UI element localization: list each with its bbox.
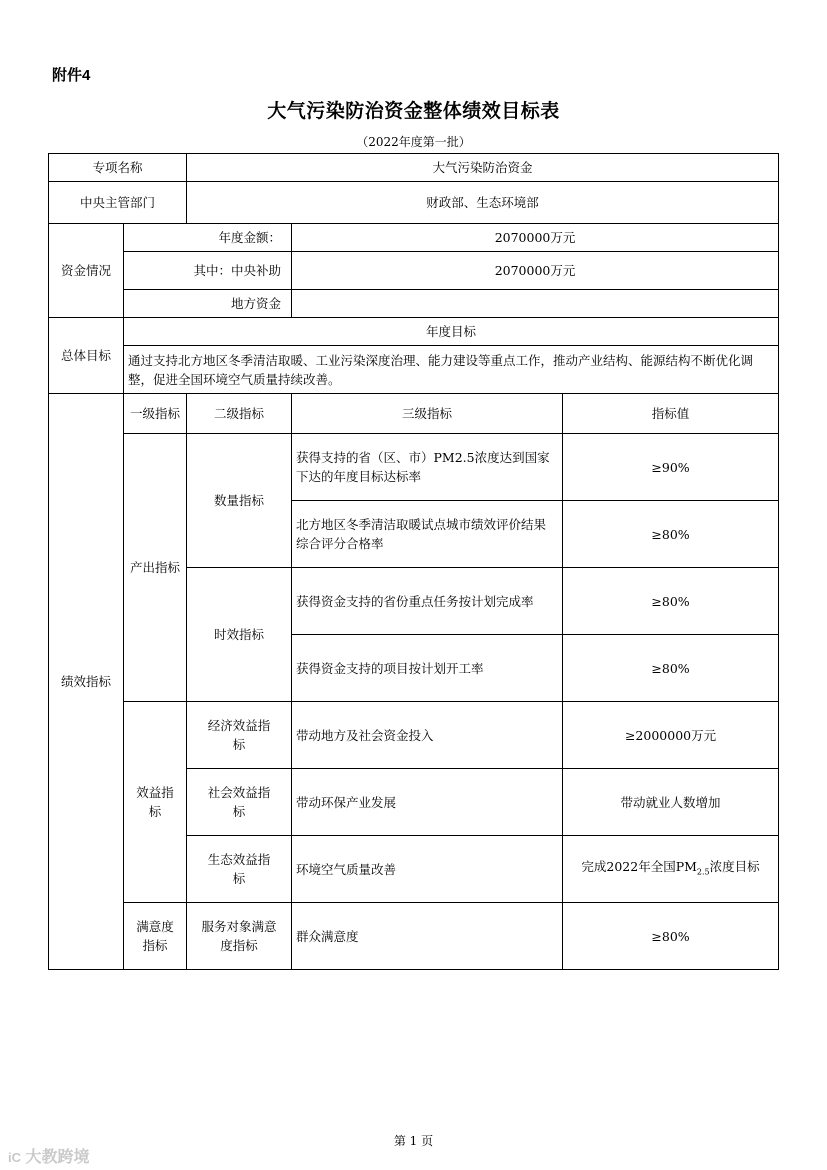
indicator-name: 带动环保产业发展 (292, 769, 563, 836)
project-name-label: 专项名称 (49, 154, 187, 182)
indicator-value: ≥80% (563, 568, 779, 635)
indicator-name: 北方地区冬季清洁取暖试点城市绩效评价结果综合评分合格率 (292, 501, 563, 568)
central-subsidy-label: 其中：中央补助 (124, 252, 292, 290)
funding-label: 资金情况 (49, 224, 124, 318)
local-funds-label: 地方资金 (124, 290, 292, 318)
indicator-name: 获得资金支持的省份重点任务按计划完成率 (292, 568, 563, 635)
quantity-indicator-label: 数量指标 (187, 434, 292, 568)
department-value: 财政部、生态环境部 (187, 182, 779, 224)
indicator-value: ≥2000000万元 (563, 702, 779, 769)
value-header: 指标值 (563, 394, 779, 434)
satisfaction-indicator-label: 满意度指标 (124, 903, 187, 970)
central-subsidy-value: 2070000万元 (292, 252, 779, 290)
annual-target-header: 年度目标 (124, 318, 779, 346)
indicator-value: ≥80% (563, 501, 779, 568)
service-satisfaction-label: 服务对象满意度指标 (187, 903, 292, 970)
indicator-name: 获得支持的省（区、市）PM2.5浓度达到国家下达的年度目标达标率 (292, 434, 563, 501)
output-indicator-label: 产出指标 (124, 434, 187, 702)
annual-amount-label: 年度金额： (124, 224, 292, 252)
pm25-target-suffix: 浓度目标 (709, 858, 760, 874)
level1-header: 一级指标 (124, 394, 187, 434)
pm25-target-prefix: 完成2022年全国PM (581, 858, 697, 874)
page-title: 大气污染防治资金整体绩效目标表 (267, 101, 560, 122)
project-name-value: 大气污染防治资金 (187, 154, 779, 182)
indicator-name: 获得资金支持的项目按计划开工率 (292, 635, 563, 702)
economic-benefit-label: 经济效益指标 (187, 702, 292, 769)
indicator-value: ≥80% (563, 635, 779, 702)
watermark-text: 大教跨境 (25, 1149, 90, 1166)
indicator-name: 带动地方及社会资金投入 (292, 702, 563, 769)
performance-target-table (48, 153, 779, 970)
overall-target-label: 总体目标 (49, 318, 124, 394)
level2-header: 二级指标 (187, 394, 292, 434)
indicator-name: 群众满意度 (292, 903, 563, 970)
ecological-benefit-label: 生态效益指标 (187, 836, 292, 903)
indicator-value (563, 836, 779, 903)
timeliness-indicator-label: 时效指标 (187, 568, 292, 702)
indicator-value: ≥80% (563, 903, 779, 970)
department-label: 中央主管部门 (49, 182, 187, 224)
pm25-target-subscript: 2.5 (696, 867, 710, 877)
watermark (8, 1144, 89, 1167)
annual-amount-value: 2070000万元 (292, 224, 779, 252)
page-subtitle: （2022年度第一批） (356, 135, 471, 149)
level3-header: 三级指标 (292, 394, 563, 434)
performance-indicators-label: 绩效指标 (49, 394, 124, 970)
indicator-name: 环境空气质量改善 (292, 836, 563, 903)
indicator-value: 带动就业人数增加 (563, 769, 779, 836)
indicator-value: ≥90% (563, 434, 779, 501)
annual-target-text: 通过支持北方地区冬季清洁取暖、工业污染深度治理、能力建设等重点工作，推动产业结构、能源结构不断优化调整，促进全国环境空气质量持续改善。 (124, 346, 779, 394)
local-funds-value (292, 290, 779, 318)
watermark-logo: iC (8, 1150, 21, 1165)
page-number: 第 1 页 (393, 1134, 434, 1148)
benefit-indicator-label: 效益指标 (124, 702, 187, 903)
social-benefit-label: 社会效益指标 (187, 769, 292, 836)
attachment-label: 附件4 (52, 67, 91, 84)
